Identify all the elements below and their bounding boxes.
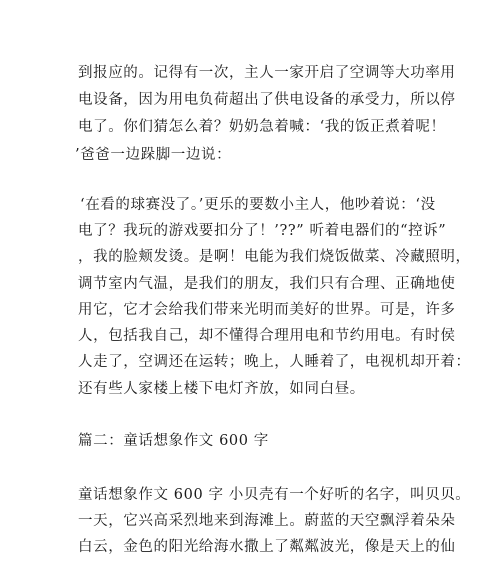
paragraph-line: 电了？我玩的游戏要扣分了！’??” 听着电器们的“控诉” [78, 223, 447, 239]
paragraph-line: 人走了，空调还在运转；晚上，人睡着了，电视机却开着： [78, 354, 471, 370]
paragraph-line: 还有些人家楼上楼下电灯齐放，如同白昼。 [78, 381, 365, 397]
paragraph-line: 调节室内气温，是我们的朋友，我们只有合理、正确地使 [78, 276, 456, 292]
paragraph-line: 人，包括我自己，却不懂得合理用电和节约用电。有时侯 [78, 328, 456, 344]
paragraph-line: 一天，它兴高采烈地来到海滩上。蔚蓝的天空飘浮着朵朵 [78, 513, 456, 529]
paragraph-line: 童话想象作文 600 字 小贝壳有一个好听的名字，叫贝贝。 [78, 487, 471, 503]
paragraph-line: 电了。你们猜怎么着？奶奶急着喊：‘我的饭正煮着呢！ [78, 119, 446, 135]
paragraph-line: 到报应的。记得有一次，主人一家开启了空调等大功率用 [78, 65, 456, 81]
paragraph-line: ’爸爸一边跺脚一边说： [75, 147, 232, 163]
paragraph-line: ，我的脸颊发烫。是啊！电能为我们烧饭做菜、冷藏照明， [78, 249, 471, 265]
paragraph-line: 用它，它才会给我们带来光明而美好的世界。可是，许多 [78, 302, 456, 318]
paragraph-line: ‘在看的球赛没了。’更乐的要数小主人，他吵着说：‘没 [80, 197, 436, 213]
section-heading: 篇二：童话想象作文 600 字 [78, 433, 269, 449]
paragraph-line: 电设备，因为用电负荷超出了供电设备的承受力，所以停 [78, 92, 456, 108]
page-bottom-edge [0, 556, 500, 566]
paragraph-line: 白云，金色的阳光给海水撒上了粼粼波光，像是天上的仙 [78, 539, 456, 555]
